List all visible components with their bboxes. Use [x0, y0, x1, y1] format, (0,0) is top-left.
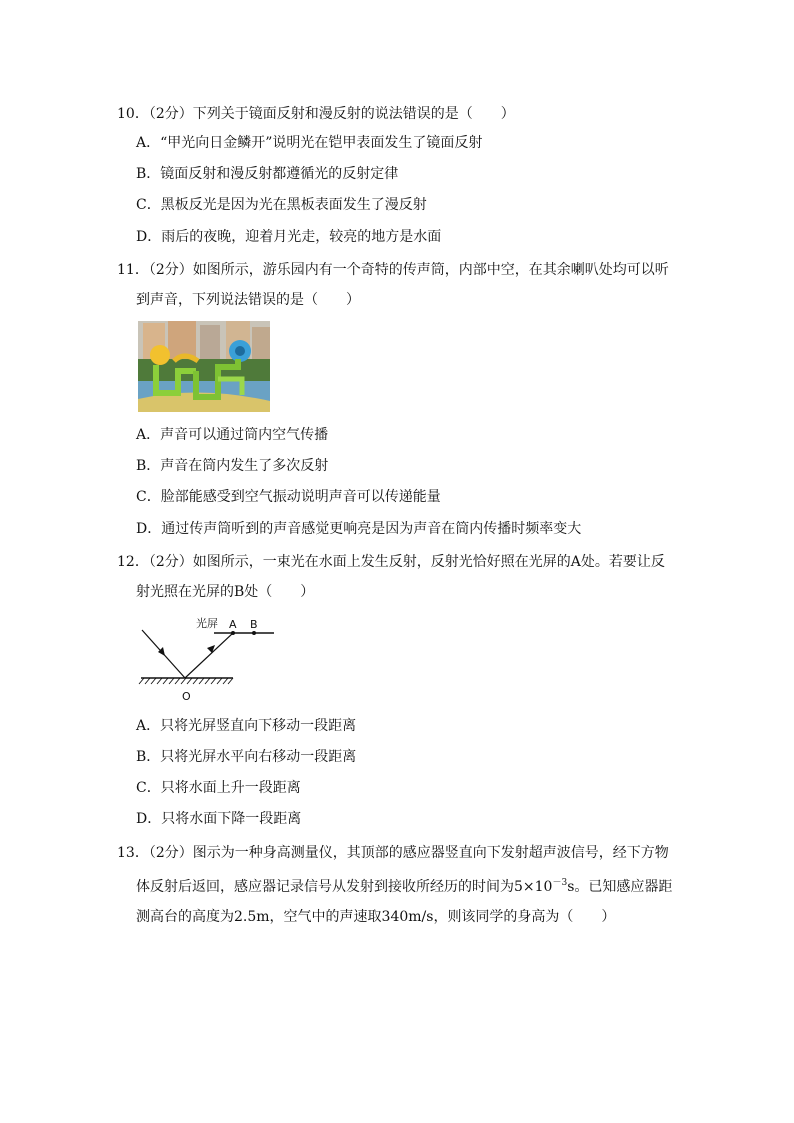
q12-option-a: A．只将光屏竖直向下移动一段距离 — [136, 718, 357, 734]
water-hatching — [139, 678, 233, 684]
q11-option-c: C．脸部能感受到空气振动说明声音可以传递能量 — [136, 489, 441, 505]
question-13-stem-line2-part1: 体反射后返回，感应器记录信号从发射到接收所经历的时间为5×10 — [136, 879, 553, 895]
point-a-label: A — [229, 618, 237, 631]
reflected-ray — [185, 633, 233, 678]
q10-option-a: A．“甲光向日金鳞开”说明光在铠甲表面发生了镜面反射 — [136, 135, 483, 151]
question-10-stem: 10．（2分）下列关于镜面反射和漫反射的说法错误的是（ ） — [117, 106, 515, 122]
q11-option-a: A．声音可以通过筒内空气传播 — [136, 427, 329, 443]
q10-option-c: C．黑板反光是因为光在黑板表面发生了漫反射 — [136, 197, 427, 213]
question-13-stem-line3: 测高台的高度为2.5m，空气中的声速取340m/s，则该同学的身高为（ ） — [136, 909, 616, 925]
question-12-stem-line1: 12．（2分）如图所示，一束光在水面上发生反射，反射光恰好照在光屏的A处。若要让反 — [117, 554, 665, 570]
q10-option-d: D．雨后的夜晚，迎着月光走，较亮的地方是水面 — [136, 229, 442, 245]
question-12-stem-line2: 射光照在光屏的B处（ ） — [136, 584, 315, 600]
question-10 — [117, 99, 687, 129]
question-13 — [117, 838, 687, 932]
screen-label: 光屏 — [196, 617, 218, 630]
question-13-stem-line1: 13．（2分）图示为一种身高测量仪，其顶部的感应器竖直向下发射超声波信号，经下方物 — [117, 845, 669, 861]
q10-option-b: B．镜面反射和漫反射都遵循光的反射定律 — [136, 166, 399, 182]
point-b-label: B — [250, 618, 258, 631]
question-11-stem-line2: 到声音，下列说法错误的是（ ） — [136, 292, 360, 308]
question-13-stem-line2 — [117, 868, 687, 902]
q12-option-c: C．只将水面上升一段距离 — [136, 780, 301, 796]
point-o-label: O — [182, 690, 191, 703]
question-12 — [117, 547, 687, 607]
q11-option-d: D．通过传声筒听到的声音感觉更响亮是因为声音在筒内传播时频率变大 — [136, 521, 582, 537]
q11-option-b: B．声音在筒内发生了多次反射 — [136, 458, 329, 474]
time-exponent: －3 — [552, 878, 568, 888]
question-11-stem-line1: 11．（2分）如图所示，游乐园内有一个奇特的传声筒，内部中空，在其余喇叭处均可以听 — [117, 262, 669, 278]
q12-option-d: D．只将水面下降一段距离 — [136, 811, 302, 827]
sound-tube-photo — [138, 321, 270, 412]
question-11 — [117, 255, 687, 315]
question-13-stem-line2-part2: s。已知感应器距 — [567, 879, 673, 895]
q12-option-b: B．只将光屏水平向右移动一段距离 — [136, 749, 357, 765]
reflection-diagram — [138, 612, 278, 704]
point-b-dot — [252, 631, 256, 635]
